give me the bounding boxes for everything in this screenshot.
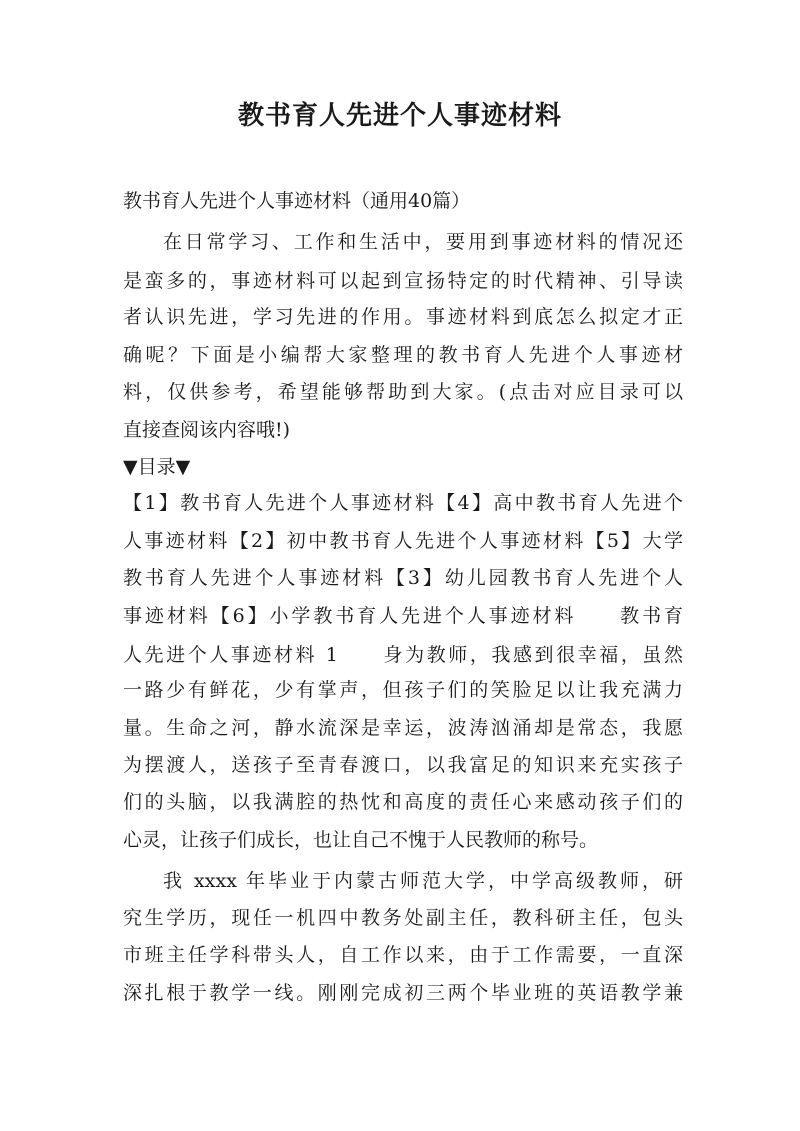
body-line: 市班主任学科带头人，自工作以来，由于工作需要，一直深 <box>123 944 683 966</box>
document-title: 教书育人先进个人事迹材料 <box>237 101 562 131</box>
intro-line: 确呢？下面是小编帮大家整理的教书育人先进个人事迹材 <box>123 344 683 366</box>
document-subtitle: 教书育人先进个人事迹材料（通用40篇） <box>123 190 471 212</box>
body-line: 量。生命之河，静水流深是幸运，波涛汹涌却是常态，我愿 <box>123 717 683 739</box>
toc-line[interactable]: 教书育人先进个人事迹材料【3】幼儿园教书育人先进个人 <box>123 567 683 589</box>
intro-line: 在日常学习、工作和生活中，要用到事迹材料的情况还 <box>163 231 683 253</box>
toc-line[interactable]: 人事迹材料【2】初中教书育人先进个人事迹材料【5】大学 <box>123 530 683 552</box>
toc-line[interactable]: 【1】教书育人先进个人事迹材料【4】高中教书育人先进个 <box>123 492 683 514</box>
body-line: 我 xxxx 年毕业于内蒙古师范大学，中学高级教师，研 <box>163 870 683 892</box>
body-line: 们的头脑，以我满腔的热忱和高度的责任心来感动孩子们的 <box>123 791 683 813</box>
intro-line: 直接查阅该内容哦!) <box>123 419 291 441</box>
body-line: 深扎根于教学一线。刚刚完成初三两个毕业班的英语教学兼 <box>123 982 683 1004</box>
body-line: 一路少有鲜花，少有掌声，但孩子们的笑脸足以让我充满力 <box>123 679 683 701</box>
body-line: 心灵，让孩子们成长，也让自己不愧于人民教师的称号。 <box>123 829 599 851</box>
body-line: 为摆渡人，送孩子至青春渡口，以我富足的知识来充实孩子 <box>123 754 683 776</box>
body-line: 究生学历，现任一机四中教务处副主任，教科研主任，包头 <box>123 907 683 929</box>
toc-line[interactable]: 事迹材料【6】小学教书育人先进个人事迹材料 教书育 <box>123 605 683 627</box>
body-line: 人先进个人事迹材料 1 身为教师，我感到很幸福，虽然 <box>123 644 683 666</box>
intro-line: 者认识先进，学习先进的作用。事迹材料到底怎么拟定才正 <box>123 306 683 328</box>
intro-line: 是蛮多的，事迹材料可以起到宣扬特定的时代精神、引导读 <box>123 270 683 292</box>
intro-line: 料，仅供参考，希望能够帮助到大家。(点击对应目录可以 <box>123 381 683 403</box>
toc-heading[interactable]: ▼目录▼ <box>123 456 191 478</box>
